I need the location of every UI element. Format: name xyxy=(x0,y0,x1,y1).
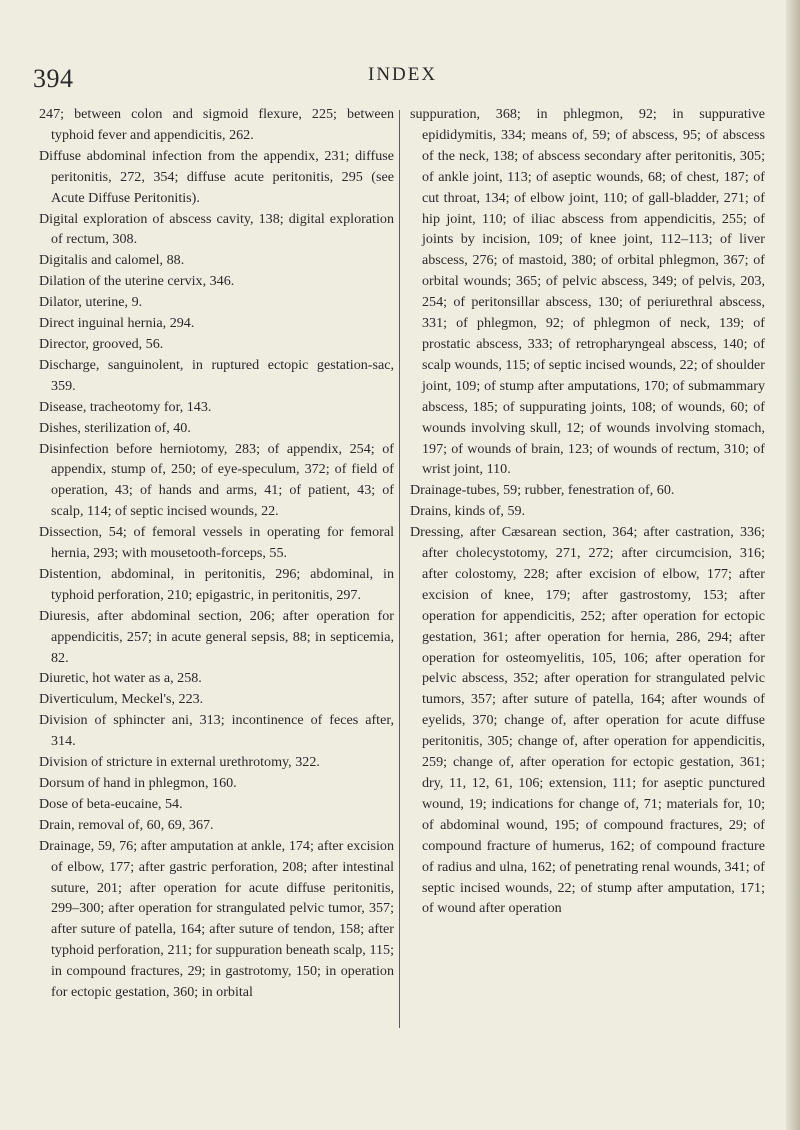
index-entry: Diuretic, hot water as a, 258. xyxy=(39,670,202,687)
index-entry: Digital exploration of abscess cavity, 138; digital exploration of rectum, 308. xyxy=(39,210,394,248)
index-entry: Director, grooved, 56. xyxy=(39,335,164,352)
page-number: 394 xyxy=(33,64,74,93)
index-entry: Drainage-tubes, 59; rubber, fenestration of, 60. xyxy=(410,482,675,499)
index-entry: Distention, abdominal, in peritonitis, 296; abdominal, in typhoid perforation, 210; epigastric, in peritonitis, 297. xyxy=(39,565,394,603)
index-entry: Dishes, sterilization of, 40. xyxy=(39,419,191,436)
index-entry: Dissection, 54; of femoral vessels in operating for femoral hernia, 293; with mousetooth-forceps, 55. xyxy=(39,524,394,562)
page-header xyxy=(33,64,773,100)
index-entry: Disease, tracheotomy for, 143. xyxy=(39,398,212,415)
index-entry: Dilation of the uterine cervix, 346. xyxy=(39,273,235,290)
index-entry: 247; between colon and sigmoid flexure, 225; between typhoid fever and appendicitis, 262. xyxy=(39,106,394,143)
index-entry: Diverticulum, Meckel's, 223. xyxy=(39,691,204,708)
index-entry: Discharge, sanguinolent, in ruptured ectopic gestation-sac, 359. xyxy=(39,356,394,394)
index-entry: Direct inguinal hernia, 294. xyxy=(39,315,195,332)
index-entry: Drains, kinds of, 59. xyxy=(410,503,526,520)
index-entry: Dilator, uterine, 9. xyxy=(39,294,143,311)
right-column xyxy=(410,104,765,919)
index-entry: Dorsum of hand in phlegmon, 160. xyxy=(39,775,237,791)
index-entry: Diffuse abdominal infection from the appendix, 231; diffuse peritonitis, 272, 354; diffuse acute peritonitis, 295 (see Acute Diffuse Peritonitis). xyxy=(39,147,394,206)
index-entry: Digitalis and calomel, 88. xyxy=(39,252,185,269)
running-head: INDEX xyxy=(368,64,438,85)
index-entry: Division of sphincter ani, 313; incontinence of feces after, 314. xyxy=(39,712,394,750)
index-entry: Disinfection before herniotomy, 283; of appendix, 254; of appendix, stump of, 250; of eye-speculum, 372; of field of operation, 43; of hands and arms, 41; of patient, 43; of scalp, 114; of septic incised wounds, 22. xyxy=(39,440,394,520)
index-entry: Dressing, after Cæsarean section, 364; after castration, 336; after cholecystotomy, 271, 272; after circumcision, 316; after colostomy, 228; after excision of elbow, 177; after excision of knee, 179; after gastrostomy, 153; after operation for appendicitis, 252; after operation for ectopic gestation, 361; after operation for hernia, 286, 294; after operation for osteomyelitis, 105, 106; after operation for pelvic abscess, 352; after operation for strangulated pelvic tumors, 357; after suture of patella, 164; after wounds of eyelids, 370; change of, after operation for acute diffuse peritonitis, 305; change of, after operation for appendicitis, 259; change of, after operation for ectopic gestation, 361; dry, 11, 12, 61, 106; extension, 111; for aseptic punctured wound, 19; indications for change of, 71; materials for, 10; of abdominal wound, 195; of compound fractures, 29; of compound fracture of humerus, 162; of compound fracture of radius and ulna, 162; of penetrating renal wounds, 341; of septic incised wounds, 22; of stump after amputation, 171; of wound after operation xyxy=(410,524,765,917)
column-divider xyxy=(399,110,400,1028)
index-entry: Diuresis, after abdominal section, 206; after operation for appendicitis, 257; in acute general sepsis, 88; in septicemia, 82. xyxy=(39,607,394,666)
index-entry: suppuration, 368; in phlegmon, 92; in suppurative epididymitis, 334; means of, 59; of abscess, 95; of abscess of the neck, 138; of abscess secondary after peritonitis, 305; of ankle joint, 113; of aseptic wounds, 68; of chest, 187; of cut throat, 134; of elbow joint, 110; of gall-bladder, 271; of hip joint, 110; of iliac abscess from appendicitis, 255; of joints by incision, 109; of knee joint, 112–113; of liver abscess, 276; of mastoid, 380; of orbital phlegmon, 367; of orbital wounds; 365; of pelvic abscess, 349; of pelvis, 203, 254; of peritonsillar abscess, 130; of periurethral abscess, 331; of phlegmon, 92; of phlegmon of neck, 139; of prostatic abscess, 333; of retropharyngeal abscess, 140; of scalp wounds, 115; of septic incised wounds, 22; of shoulder joint, 109; of stump after amputations, 170; of submammary abscess, 185; of suppurating joints, 108; of wounds, 60; of wounds involving skull, 12; of wounds involving stomach, 197; of wounds of brain, 123; of wounds of rectum, 310; of wrist joint, 110. xyxy=(410,106,765,478)
page-edge-shadow xyxy=(786,0,800,1130)
index-entry: Drain, removal of, 60, 69, 367. xyxy=(39,816,214,833)
index-entry: Division of stricture in external urethrotomy, 322. xyxy=(39,754,320,771)
index-entry: Drainage, 59, 76; after amputation at ankle, 174; after excision of elbow, 177; after gastric perforation, 208; after intestinal suture, 201; after operation for acute diffuse peritonitis, 299–300; after operation for strangulated pelvic tumor, 357; after suture of patella, 164; after suture of tendon, 158; after typhoid perforation, 211; for suppuration beneath scalp, 115; in compound fractures, 29; in gastrotomy, 150; in operation for ectopic gestation, 360; in orbital xyxy=(39,837,394,1001)
left-column xyxy=(39,104,394,1003)
index-entry: Dose of beta-eucaine, 54. xyxy=(39,795,183,812)
